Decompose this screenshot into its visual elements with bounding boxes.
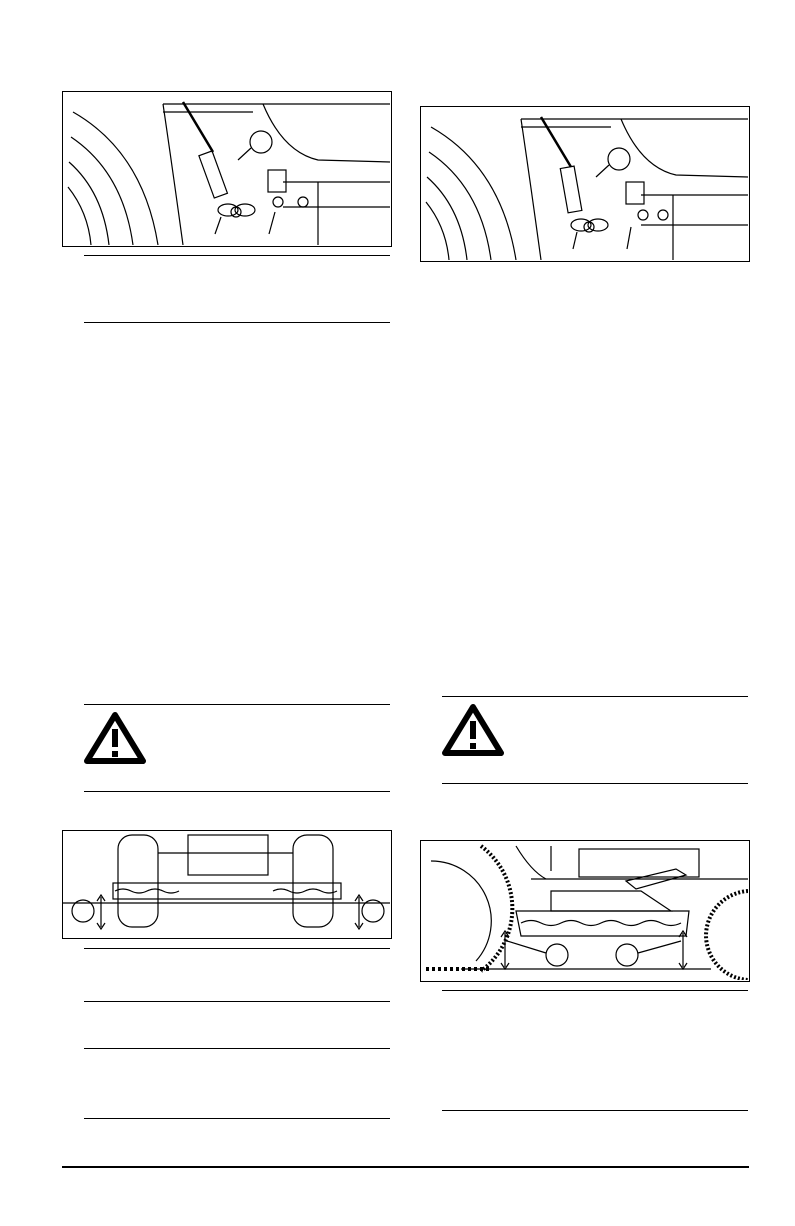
figure-cable-adjust-left: [62, 91, 392, 247]
rule-2: [84, 322, 390, 323]
warning-rule-top-right: [442, 696, 748, 697]
figure-cable-adjust-right: [420, 106, 750, 262]
rule-1: [84, 255, 390, 256]
rule-4: [84, 1001, 390, 1002]
warning-rule-bottom-left: [84, 791, 390, 792]
rule-7: [442, 990, 748, 991]
rule-5: [84, 1048, 390, 1049]
rule-3: [84, 948, 390, 949]
figure-deck-front-left: [62, 830, 392, 939]
rule-8: [442, 1110, 748, 1111]
warning-block-right: [442, 704, 504, 761]
page-footer-rule: [62, 1166, 749, 1168]
figure-deck-side-right: [420, 840, 750, 982]
warning-triangle-icon: [442, 704, 504, 756]
warning-block-left: [84, 712, 146, 769]
warning-rule-top-left: [84, 704, 390, 705]
warning-triangle-icon: [84, 712, 146, 764]
warning-rule-bottom-right: [442, 783, 748, 784]
rule-6: [84, 1118, 390, 1119]
